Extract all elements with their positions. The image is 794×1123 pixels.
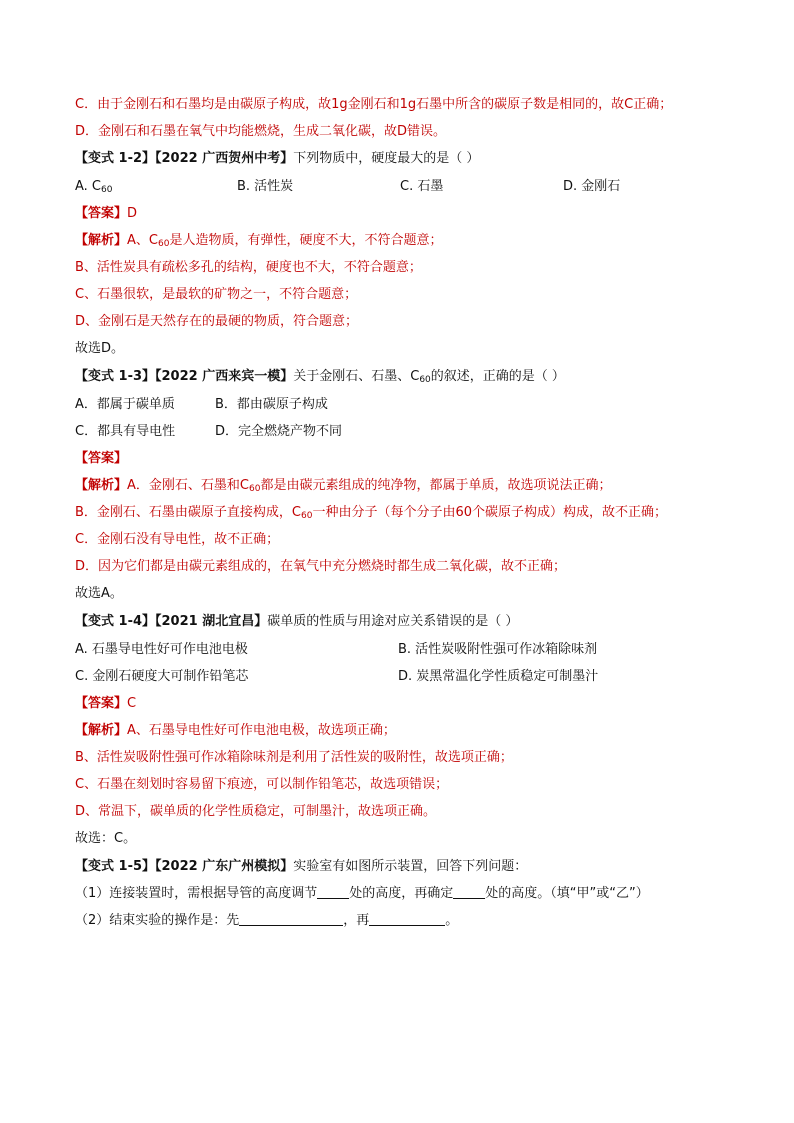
variant-tag: 【变式 1-3】 xyxy=(75,369,156,384)
option-c: C. 金刚石硬度大可制作铅笔芯 xyxy=(75,669,249,684)
answer-line xyxy=(75,694,136,714)
analysis-line-d: D、常温下，碳单质的化学性质稳定，可制墨汁，故选项正确。 xyxy=(75,804,437,819)
conclusion: 故选：C。 xyxy=(75,831,137,846)
variant-tag: 【变式 1-2】 xyxy=(75,151,156,166)
option-c: C. 石墨 xyxy=(400,179,444,194)
question-stem: 下列物质中，硬度最大的是（ ） xyxy=(293,151,480,166)
fill-blank[interactable] xyxy=(369,911,445,926)
answer-label: 【答案】 xyxy=(75,206,128,221)
option-b: B. 活性炭 xyxy=(237,179,294,194)
option-b: B. 活性炭吸附性强可作冰箱除味剂 xyxy=(398,642,598,657)
option-b: B．都由碳原子构成 xyxy=(215,397,328,412)
analysis-label: 【解析】 xyxy=(75,723,128,738)
option-d: D. 炭黑常温化学性质稳定可制墨汁 xyxy=(398,669,599,684)
answer-value: D xyxy=(127,206,138,221)
source-tag: 【2022 广西来宾一模】 xyxy=(155,369,294,384)
source-tag: 【2021 湖北宜昌】 xyxy=(155,614,268,629)
variant-tag: 【变式 1-4】 xyxy=(75,614,156,629)
answer-line xyxy=(75,449,127,469)
analysis-line-d: D．因为它们都是由碳元素组成的，在氧气中充分燃烧时都生成二氧化碳，故不正确； xyxy=(75,559,567,574)
question-stem: 碳单质的性质与用途对应关系错误的是（ ） xyxy=(267,614,519,629)
option-a: A. $C_{60}$ xyxy=(75,179,113,195)
analysis-label: 【解析】 xyxy=(75,478,128,493)
fill-blank[interactable] xyxy=(317,884,349,899)
source-tag: 【2022 广东广州模拟】 xyxy=(155,859,294,874)
answer-line xyxy=(75,204,137,224)
analysis-line-a: 【解析】A、石墨导电性好可作电池电极，故选项正确； xyxy=(75,723,396,738)
analysis-line-d: D．金刚石和石墨在氧气中均能燃烧，生成二氧化碳，故D错误。 xyxy=(75,124,447,139)
answer-label: 【答案】 xyxy=(75,451,128,466)
analysis-line-b: B、活性炭具有疏松多孔的结构，硬度也不大，不符合题意； xyxy=(75,260,422,275)
question-1-5-header xyxy=(75,857,527,877)
analysis-line-c: C、石墨在刻划时容易留下痕迹，可以制作铅笔芯，故选项错误； xyxy=(75,777,449,792)
answer-value: C xyxy=(127,696,137,711)
analysis-line-c: C．由于金刚石和石墨均是由碳原子构成，故1g金刚石和1g石墨中所含的碳原子数是相同的，故C正确； xyxy=(75,97,673,112)
fill-blank[interactable] xyxy=(239,911,343,926)
analysis-line-a: 【解析】A．金刚石、石墨和$C_{60}$都是由碳元素组成的纯净物，都属于单质，故选项说法正确； xyxy=(75,478,612,494)
analysis-line-a: 【解析】A、$C_{60}$是人造物质，有弹性，硬度不大，不符合题意； xyxy=(75,233,443,249)
option-a: A. 石墨导电性好可作电池电极 xyxy=(75,642,248,657)
question-1-3-header: 【变式 1-3】【2022 广西来宾一模】关于金刚石、石墨、$C_{60}$的叙述，正确的是（ ） xyxy=(75,369,565,385)
answer-label: 【答案】 xyxy=(75,696,128,711)
analysis-line-c: C、石墨很软，是最软的矿物之一，不符合题意； xyxy=(75,287,358,302)
option-d: D．完全燃烧产物不同 xyxy=(215,424,343,439)
analysis-label: 【解析】 xyxy=(75,233,128,248)
conclusion: 故选D。 xyxy=(75,341,125,356)
question-1-4-header xyxy=(75,612,518,632)
question-stem: 实验室有如图所示装置，回答下列问题： xyxy=(293,859,528,874)
source-tag: 【2022 广西贺州中考】 xyxy=(155,151,294,166)
sub-question-1: （1）连接装置时，需根据导管的高度调节 处的高度，再确定 处的高度。（填“甲”或“乙”） xyxy=(75,886,649,901)
option-d: D. 金刚石 xyxy=(563,179,621,194)
sub-question-2: （2）结束实验的操作是：先 ，再 。 xyxy=(75,913,459,928)
variant-tag: 【变式 1-5】 xyxy=(75,859,156,874)
analysis-line-d: D、金刚石是天然存在的最硬的物质，符合题意； xyxy=(75,314,359,329)
conclusion: 故选A。 xyxy=(75,586,123,601)
question-1-2-header xyxy=(75,149,479,169)
option-c: C．都具有导电性 xyxy=(75,424,176,439)
fill-blank[interactable] xyxy=(453,884,485,899)
analysis-line-b: B、活性炭吸附性强可作冰箱除味剂是利用了活性炭的吸附性，故选项正确； xyxy=(75,750,513,765)
analysis-line-b: B．金刚石、石墨由碳原子直接构成，$C_{60}$一种由分子（每个分子由60个碳原子构成）构成，故不正确； xyxy=(75,505,667,521)
analysis-line-c: C．金刚石没有导电性，故不正确； xyxy=(75,532,280,547)
option-a: A．都属于碳单质 xyxy=(75,397,175,412)
